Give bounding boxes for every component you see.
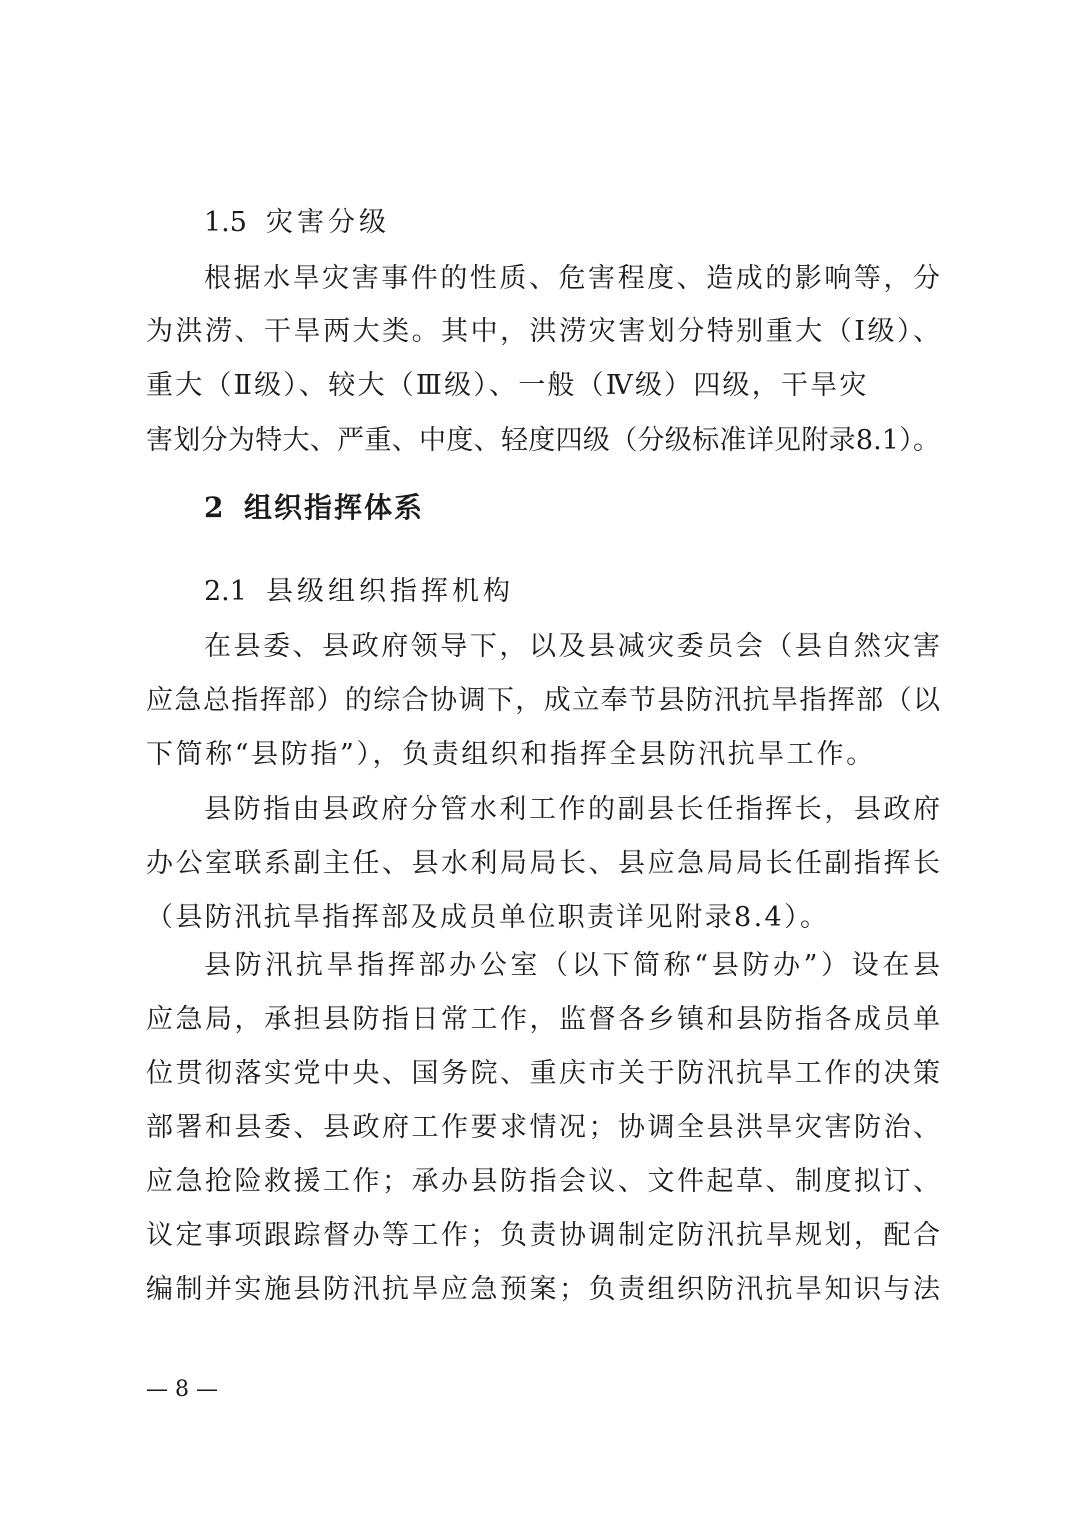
paragraph-line: 办公室联系副主任、县水利局局长、县应急局局长任副指挥长 xyxy=(146,848,940,879)
paragraph-line: 应急抢险救援工作；承办县防指会议、文件起草、制度拟订、 xyxy=(146,1166,940,1197)
paragraph-line: 害划分为特大、严重、中度、轻度四级（分级标准详见附录8.1）。 xyxy=(146,425,940,456)
paragraph-line: 为洪涝、干旱两大类。其中，洪涝灾害划分特别重大（Ⅰ级）、 xyxy=(146,316,940,347)
paragraph-line: 位贯彻落实党中央、国务院、重庆市关于防汛抗旱工作的决策 xyxy=(146,1058,940,1089)
section-number: 2 xyxy=(204,491,224,524)
paragraph-line: 下简称“县防指”），负责组织和指挥全县防汛抗旱工作。 xyxy=(146,739,876,770)
section-heading-2 xyxy=(204,488,940,528)
section-number: 2.1 xyxy=(204,576,247,607)
section-title: 组织指挥体系 xyxy=(244,491,425,524)
paragraph-line: 在县委、县政府领导下，以及县减灾委员会（县自然灾害 xyxy=(204,631,940,662)
paragraph-line: 应急总指挥部）的综合协调下，成立奉节县防汛抗旱指挥部（以 xyxy=(146,685,940,716)
paragraph-line: 部署和县委、县政府工作要求情况；协调全县洪旱灾害防治、 xyxy=(146,1112,940,1143)
paragraph-line: 议定事项跟踪督办等工作；负责协调制定防汛抗旱规划，配合 xyxy=(146,1220,940,1251)
section-number: 1.5 xyxy=(204,207,247,238)
paragraph-line: （县防汛抗旱指挥部及成员单位职责详见附录8.4）。 xyxy=(146,902,830,933)
section-title: 县级组织指挥机构 xyxy=(266,576,514,607)
section-title: 灾害分级 xyxy=(266,207,390,238)
paragraph-line: 县防指由县政府分管水利工作的副县长任指挥长，县政府 xyxy=(204,794,940,825)
section-heading-2-1 xyxy=(204,572,940,612)
section-heading-1-5 xyxy=(204,203,940,243)
paragraph-line: 县防汛抗旱指挥部办公室（以下简称“县防办”）设在县 xyxy=(204,950,940,981)
page-number: — 8 — xyxy=(146,1377,218,1402)
paragraph-line: 编制并实施县防汛抗旱应急预案；负责组织防汛抗旱知识与法 xyxy=(146,1274,940,1305)
paragraph-line: 根据水旱灾害事件的性质、危害程度、造成的影响等，分 xyxy=(204,263,940,294)
paragraph-line: 应急局，承担县防指日常工作，监督各乡镇和县防指各成员单 xyxy=(146,1004,940,1035)
paragraph-line: 重大（Ⅱ级）、较大（Ⅲ级）、一般（Ⅳ级）四级，干旱灾 xyxy=(146,370,869,401)
